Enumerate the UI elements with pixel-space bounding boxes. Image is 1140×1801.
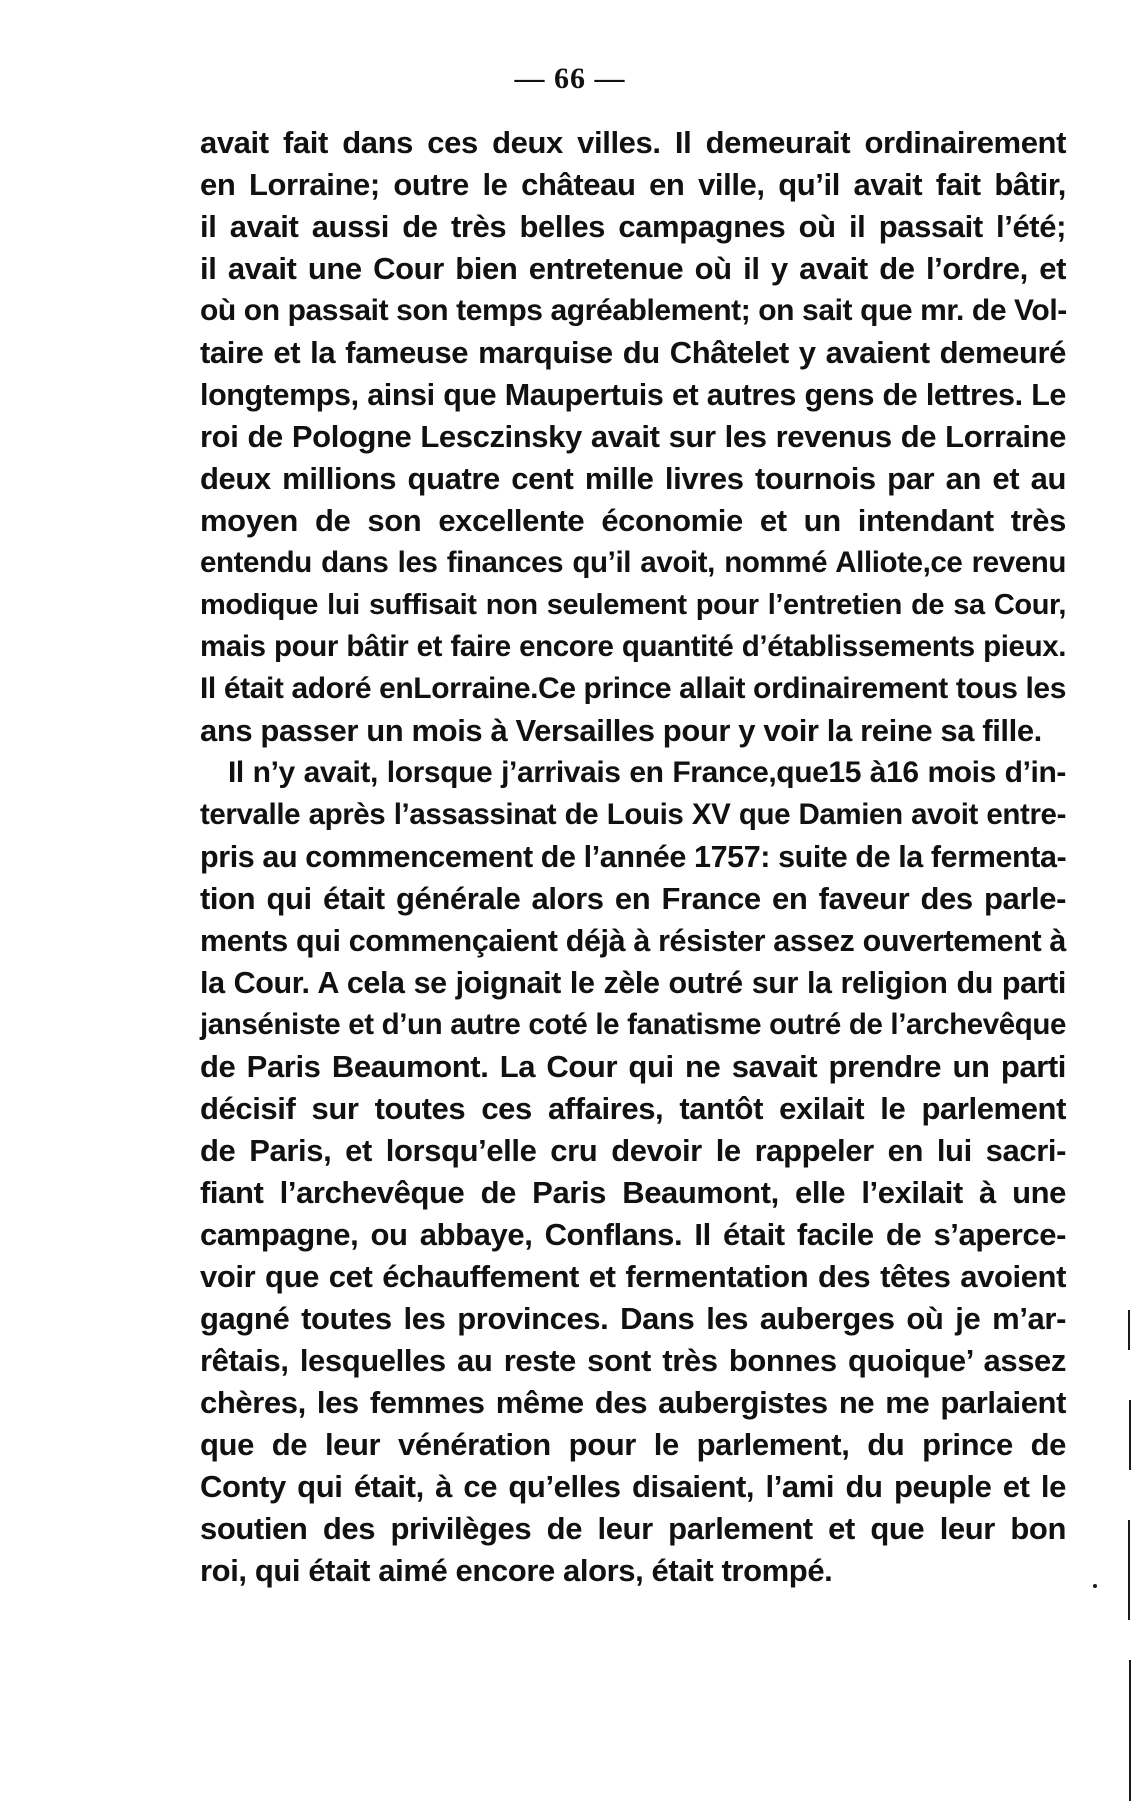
text-line: chères, les femmes même des aubergistes ne me parlaient bbox=[200, 1385, 1066, 1420]
text-line: où on passait son temps agréablement; on sait que mr. de Vol- bbox=[200, 294, 1067, 327]
text-line: Il était adoré enLorraine.Ce prince allait ordinairement tous les bbox=[200, 672, 1066, 705]
text-line: voir que cet échauffement et fermentation des têtes avoient bbox=[200, 1259, 1066, 1294]
text-line: de Paris Beaumont. La Cour qui ne savait prendre un parti bbox=[200, 1049, 1066, 1084]
text-line: ans passer un mois à Versailles pour y voir la reine sa fille. bbox=[200, 713, 1042, 748]
scan-edge-mark bbox=[1128, 1310, 1130, 1350]
scan-edge-mark bbox=[1129, 1400, 1131, 1470]
text-line: deux millions quatre cent mille livres tournois par an et au bbox=[200, 461, 1066, 496]
text-line: il avait une Cour bien entretenue où il y avait de l’ordre, et bbox=[200, 251, 1066, 286]
scan-edge-mark bbox=[1128, 1520, 1130, 1620]
text-line: entendu dans les finances qu’il avoit, nommé Alliote,ce revenu bbox=[200, 546, 1066, 579]
body-text bbox=[200, 122, 1066, 1592]
text-line: roi de Pologne Lesczinsky avait sur les revenus de Lorraine bbox=[200, 419, 1066, 454]
text-line: rêtais, lesquelles au reste sont très bonnes quoique’ assez bbox=[200, 1343, 1066, 1378]
paragraph-1 bbox=[200, 122, 1066, 752]
paragraph-2 bbox=[200, 752, 1066, 1592]
text-line: la Cour. A cela se joignait le zèle outré sur la religion du parti bbox=[200, 966, 1066, 1000]
text-line: décisif sur toutes ces affaires, tantôt exilait le parlement bbox=[200, 1091, 1066, 1126]
text-line: Conty qui était, à ce qu’elles disaient, l’ami du peuple et le bbox=[200, 1469, 1066, 1504]
text-line: taire et la fameuse marquise du Châtelet y avaient demeuré bbox=[200, 335, 1066, 370]
text-line: de Paris, et lorsqu’elle cru devoir le rappeler en lui sacri- bbox=[200, 1133, 1066, 1168]
scan-speck bbox=[1093, 1584, 1097, 1588]
text-line: moyen de son excellente économie et un intendant très bbox=[200, 503, 1066, 538]
text-line: gagné toutes les provinces. Dans les auberges où je m’ar- bbox=[200, 1301, 1066, 1336]
page-number: — 66 — bbox=[514, 62, 626, 95]
text-line: longtemps, ainsi que Maupertuis et autres gens de lettres. Le bbox=[200, 378, 1066, 412]
text-line: mais pour bâtir et faire encore quantité d’établissements pieux. bbox=[200, 630, 1066, 663]
text-line: janséniste et d’un autre coté le fanatisme outré de l’archevêque bbox=[200, 1008, 1066, 1041]
text-line: Il n’y avait, lorsque j’arrivais en France,que15 à16 mois d’in- bbox=[228, 756, 1066, 789]
text-line: roi, qui était aimé encore alors, était trompé. bbox=[200, 1553, 833, 1588]
text-line: en Lorraine; outre le château en ville, qu’il avait fait bâtir, bbox=[200, 167, 1066, 202]
text-line: avait fait dans ces deux villes. Il demeurait ordinairement bbox=[200, 125, 1066, 160]
text-line: pris au commencement de l’année 1757: suite de la fermenta- bbox=[200, 840, 1067, 874]
scan-edge-mark bbox=[1129, 1660, 1131, 1801]
text-line: modique lui suffisait non seulement pour l’entretien de sa Cour, bbox=[200, 589, 1066, 621]
text-line: il avait aussi de très belles campagnes où il passait l’été; bbox=[200, 209, 1066, 244]
text-line: que de leur vénération pour le parlement, du prince de bbox=[200, 1427, 1066, 1462]
text-line: fiant l’archevêque de Paris Beaumont, elle l’exilait à une bbox=[200, 1175, 1066, 1210]
text-line: tion qui était générale alors en France en faveur des parle- bbox=[200, 881, 1066, 916]
text-line: campagne, ou abbaye, Conflans. Il était facile de s’aperce- bbox=[200, 1217, 1066, 1252]
text-line: ments qui commençaient déjà à résister assez ouvertement à bbox=[200, 924, 1066, 958]
text-line: soutien des privilèges de leur parlement et que leur bon bbox=[200, 1511, 1066, 1546]
text-line: tervalle après l’assassinat de Louis XV que Damien avoit entre- bbox=[200, 798, 1066, 831]
